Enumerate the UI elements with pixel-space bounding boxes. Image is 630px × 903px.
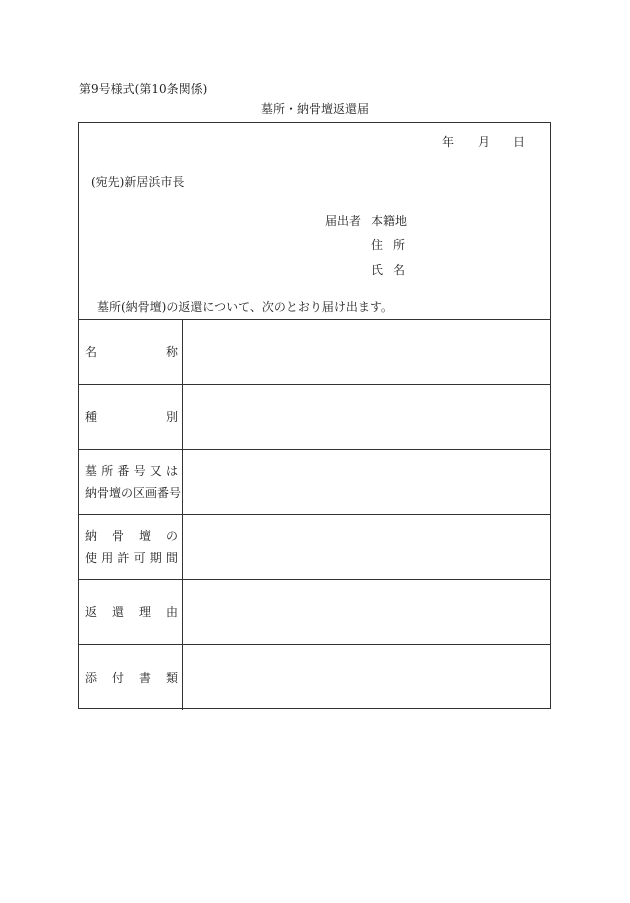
row-label-usage-period [79, 515, 183, 579]
row-label-char: 納 [85, 529, 98, 543]
row-label-char: 類 [165, 670, 178, 685]
row-label-line [85, 460, 178, 482]
row-label-char: 所 [101, 464, 114, 478]
row-label-line [85, 406, 178, 428]
table-row-return-reason [79, 580, 550, 645]
row-label-return-reason [79, 580, 183, 644]
row-label-char: 又 [149, 464, 162, 478]
row-label-char: 種 [85, 410, 98, 424]
applicant-field-address: 住所 [371, 238, 416, 252]
applicant-field-domicile: 本籍地 [371, 214, 408, 228]
row-label-char: 書 [138, 670, 151, 685]
row-label-char: 付 [111, 670, 124, 685]
row-label-char: 納骨壇の区画番号 [85, 486, 182, 500]
row-label-char: 号 [133, 464, 146, 478]
row-label-char: 使 [85, 551, 98, 565]
row-label-line [85, 482, 182, 504]
row-label-char: の [165, 529, 178, 543]
row-label-char: 理 [138, 605, 151, 619]
row-label-type [79, 385, 183, 449]
row-label-char: 称 [165, 345, 178, 359]
row-label-char: 可 [133, 551, 146, 565]
addressee: (宛先)新居浜市長 [91, 175, 185, 189]
row-value-return-reason[interactable] [183, 580, 550, 644]
row-value-plot-number[interactable] [183, 450, 550, 514]
applicant-label: 届出者 [325, 214, 362, 228]
row-label-char: 期 [149, 551, 162, 565]
table-row-name [79, 320, 550, 385]
row-label-char: 墓 [85, 464, 98, 478]
row-label-name [79, 320, 183, 384]
row-label-char: 由 [165, 605, 178, 619]
row-label-line [85, 601, 178, 623]
applicant-field-name: 氏名 [371, 263, 416, 277]
row-value-usage-period[interactable] [183, 515, 550, 579]
table-row-usage-period [79, 515, 550, 580]
form-title: 墓所・納骨壇返還届 [260, 102, 369, 116]
date-day-label: 日 [513, 135, 526, 149]
row-label-char: 用 [101, 551, 114, 565]
row-label-char: 別 [165, 410, 178, 424]
row-label-char: 骨 [111, 529, 124, 543]
table-row-plot-number [79, 450, 550, 515]
form-header-section [79, 123, 550, 320]
table-row-attachments [79, 645, 550, 710]
form-frame [78, 122, 551, 709]
row-label-line [85, 667, 178, 689]
row-value-type[interactable] [183, 385, 550, 449]
row-label-line [85, 341, 178, 363]
row-value-attachments[interactable] [183, 645, 550, 710]
row-label-line [85, 525, 178, 547]
row-label-line [85, 547, 178, 569]
row-label-char: 返 [85, 605, 98, 619]
row-label-char: 許 [117, 551, 130, 565]
table-row-type [79, 385, 550, 450]
row-label-char: は [165, 464, 178, 478]
date-year-label: 年 [442, 135, 455, 149]
row-label-char: 還 [111, 605, 124, 619]
row-value-name[interactable] [183, 320, 550, 384]
date-month-label: 月 [478, 135, 491, 149]
row-label-char: 壇 [138, 529, 151, 543]
row-label-char: 番 [117, 464, 130, 478]
statement-text: 墓所(納骨壇)の返還について、次のとおり届け出ます。 [97, 300, 393, 314]
row-label-char: 間 [165, 551, 178, 565]
row-label-plot-number [79, 450, 183, 514]
form-number: 第9号様式(第10条関係) [79, 82, 208, 96]
row-label-attachments [79, 645, 183, 710]
row-label-char: 名 [85, 345, 98, 359]
row-label-char: 添 [85, 670, 98, 685]
